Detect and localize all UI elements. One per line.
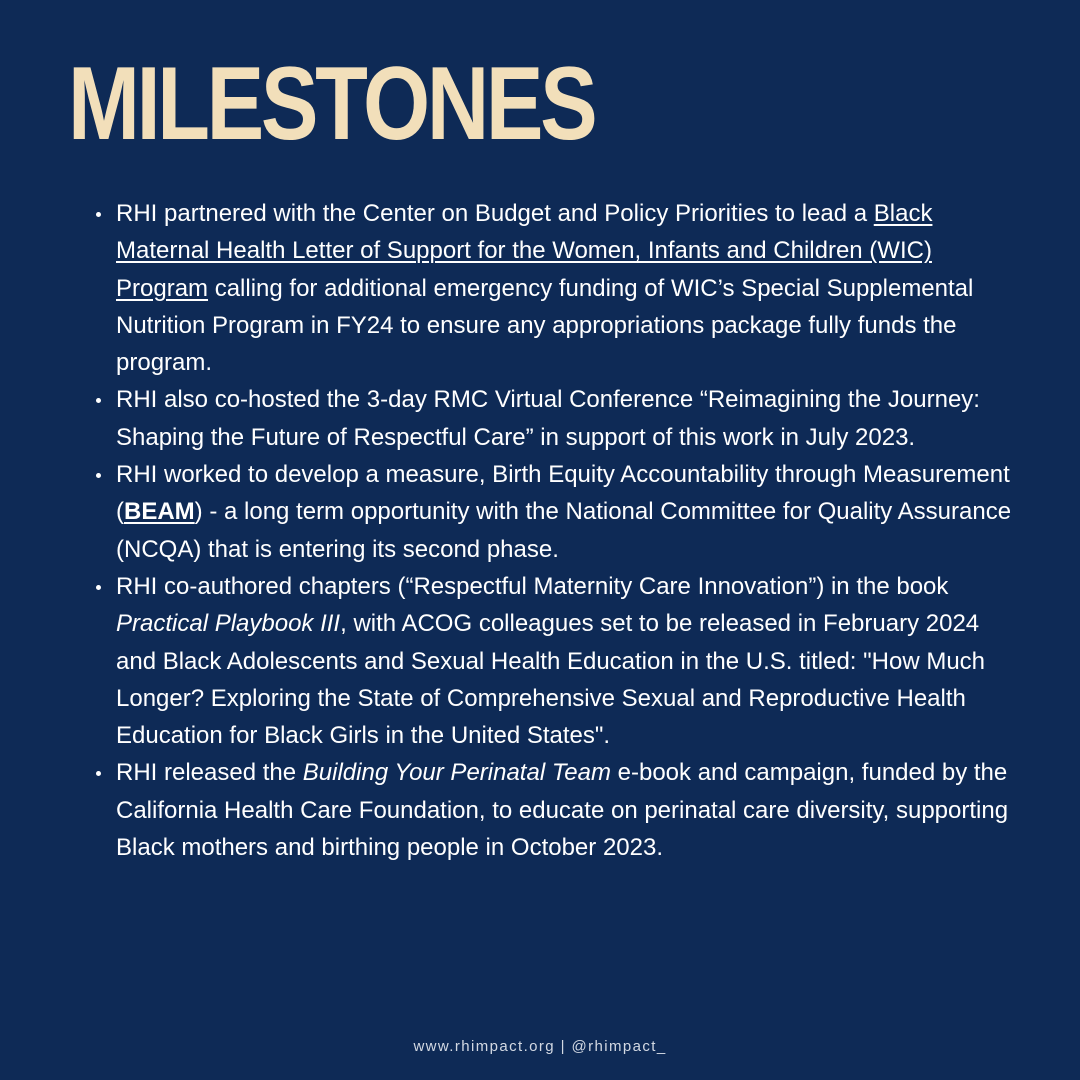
book-title: Practical Playbook III — [116, 610, 341, 638]
milestone-item-wic — [92, 195, 1022, 381]
milestone-text: RHI worked to develop a measure, Birth Equity Accountability through Measurement ( — [116, 461, 1010, 526]
milestone-item-beam — [92, 456, 1022, 568]
milestone-item-playbook — [92, 568, 1022, 754]
ebook-title: Building Your Perinatal Team — [302, 759, 611, 787]
page-title: MILESTONES — [68, 46, 595, 162]
milestone-text: , with ACOG colleagues set to be released in February 2024 and Black Adolescents and Sexual Health Education in the U.S. titled: "How Much Longer? Exploring the State of Comprehensive Sexual and Reproductive Health Education for Black Girls in the United States". — [116, 610, 986, 750]
footer-contact: www.rhimpact.org | @rhimpact_ — [413, 1038, 667, 1055]
milestone-text: RHI also co-hosted the 3-day RMC Virtual Conference “Reimagining the Journey: Shaping the Future of Respectful Care” in support of this work in July 2023. — [116, 386, 980, 451]
milestone-item-perinatal — [92, 754, 1022, 866]
milestone-text: e-book and campaign, funded by the California Health Care Foundation, to educate on perinatal care diversity, supporting Black mothers and birthing people in October 2023. — [116, 759, 1009, 862]
bullet-icon — [96, 473, 101, 478]
milestone-text: calling for additional emergency funding of WIC’s Special Supplemental Nutrition Program in FY24 to ensure any appropriations package fully funds the program. — [116, 274, 974, 377]
bullet-icon — [96, 212, 101, 217]
milestone-text: ) - a long term opportunity with the National Committee for Quality Assurance (NCQA) that is entering its second phase. — [116, 498, 1012, 563]
bullet-icon — [96, 398, 101, 403]
beam-link[interactable]: BEAM — [124, 498, 195, 526]
bullet-icon — [96, 585, 101, 590]
milestone-text: RHI co-authored chapters (“Respectful Maternity Care Innovation”) in the book — [116, 572, 949, 600]
milestone-item-conference — [92, 381, 1022, 456]
bullet-icon — [96, 771, 101, 776]
milestone-text: RHI partnered with the Center on Budget and Policy Priorities to lead a — [116, 200, 874, 227]
milestone-text: RHI released the — [116, 759, 303, 787]
wic-letter-link[interactable]: Black Maternal Health Letter of Support for the Women, Infants and Children (WIC) Program — [116, 200, 933, 302]
milestones-list — [92, 195, 1022, 866]
